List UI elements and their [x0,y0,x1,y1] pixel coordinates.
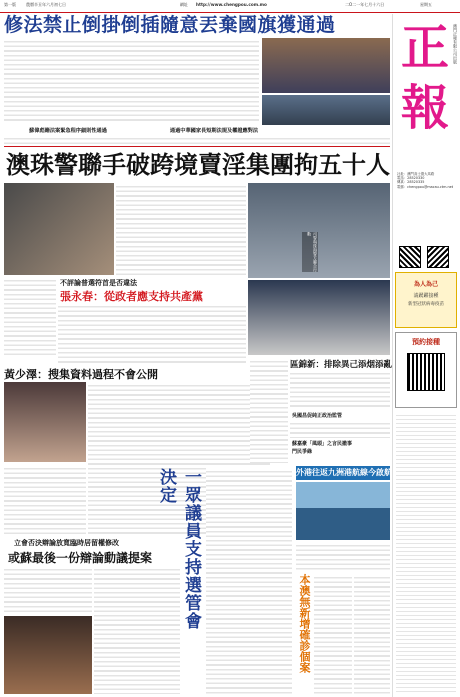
top-headline: 修法禁止倒掛倒插隨意丟棄國旗獲通過 [4,14,336,36]
story4-photo [4,382,86,462]
vertical-story-headline: 一眾議員支持選管會決定 [156,468,201,630]
site-url[interactable]: http://www.chengpou.com.mo [196,2,267,7]
lunar-date: 農曆辛丑年六月初七日 [26,2,66,7]
story4-headline: 黃少澤：搜集資料過程不會公開 [4,368,158,381]
story5-photo [4,616,92,694]
qr-code-1 [399,246,421,268]
story5-headline: 或蘇最後一份辯論動議提案 [8,551,153,565]
story2-text-left [4,277,56,357]
weekday: 星期五 [420,2,432,7]
top-story-text [4,38,259,124]
contact-line: 社址：澳門高士德大馬路 [397,172,435,176]
story2-headline: 澳珠警聯手破跨境賣淫集團拘五十人 [6,151,390,179]
story6-sub2: 蘇嘉豪「風頭」之言民撤事 [292,441,353,447]
story2-text-mid [116,183,246,275]
divider [4,146,390,147]
bottom-text-b [354,574,390,694]
story7-headline: 外港往返九洲港航線今啟航 [296,466,390,480]
bottom-vertical-headline: 本澳無新增確診個案 [298,574,311,673]
ad-line: 請踴躍接種 [413,293,439,299]
story6-sub3: 門民爭綠 [292,449,313,455]
top-sub-left: 蘇偉彪籍法案緊急程序細則性通過 [29,128,107,134]
qr-code-3 [407,353,445,391]
story3-text [58,303,246,363]
vertical-story-text [206,468,292,694]
story2-photo-bus [248,280,390,355]
top-sub-text [4,135,390,144]
contact-line: 傳真：28520335 [397,180,425,185]
story4-text-2 [4,465,86,535]
ad-line: 新型冠狀病毒疫苗 [408,302,444,307]
ad-title: 為人為己 [413,281,438,288]
bottom-text-a [314,574,352,694]
masthead-strip [0,0,460,13]
site-prefix: 網址 [180,2,188,7]
story3-headline: 張永春：從政者應支持共產黨 [60,290,203,303]
story5-text-right [94,566,180,694]
top-photo-1 [262,38,390,93]
sidebar [392,14,458,697]
logo-char-2: 報 [400,80,449,136]
story7-photo [296,482,390,540]
story2-caption: 司警與珠海警方聯合行動 [302,232,318,272]
ad-title: 預約接種 [412,338,440,346]
qr-code-2 [427,246,449,268]
booking-ad [395,332,457,408]
top-story [4,14,390,144]
story6-sub1: 吳國昌促純正政治監管 [292,413,343,419]
story5-kicker: 立會否決辯論放寬臨時居留權修改 [14,539,119,547]
story6-text-a [250,358,288,463]
contact-line: 電郵：chengpou@macau.ctm.net [397,184,454,189]
story5-text-left [4,566,92,614]
top-sub-right: 通過中華國家長短期法規及權證應對法 [169,128,259,134]
story3-kicker: 不評論普選符首是否違法 [60,279,137,287]
vaccine-ad [395,272,457,328]
top-photo-2 [262,95,390,125]
story2-photo-right [248,183,390,278]
contact-line: 電話：28520330 [397,176,425,181]
contact-block [397,172,455,242]
paper-logo [399,18,451,168]
page-label: 第一版 [4,2,16,7]
logo-char-1: 正 [400,20,449,76]
side-vertical-text: 澳門正報有限公司出版 [453,24,458,64]
story2-photo-left [4,183,114,275]
sidebar-text [396,412,456,692]
story7-text [296,542,390,572]
issue-date: 二O二一年七月十六日 [345,2,385,7]
story6-text-c [290,420,390,438]
story6-headline: 區錦新：排除異己添烟添亂 [290,360,393,370]
story6-text-b [290,370,390,410]
